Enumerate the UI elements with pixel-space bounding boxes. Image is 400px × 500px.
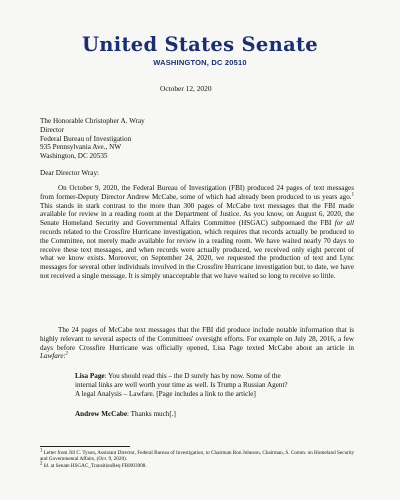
footnote-divider bbox=[40, 446, 130, 447]
paragraph-1-text-c: records related to the Crossfire Hurricane investigation, which requires that records actually be produced to the Committee, not merely made available for review in a reading room. We have waited nearly 70 days to receive these text messages, and when records were actually produced, we received only eight percent of what we know exists. Moreover, on September 24, 2020, we requested the production of text and Lync messages for several other individuals involved in the Crossfire Hurricane investigation but, to date, we have not received a single message. It is simply unacceptable that we have waited so long to receive so little. bbox=[40, 227, 354, 280]
recipient-agency: Federal Bureau of Investigation bbox=[40, 134, 132, 143]
recipient-name: The Honorable Christopher A. Wray bbox=[40, 117, 145, 125]
paragraph-2-emphasis: Lawfare bbox=[40, 352, 64, 361]
quote-2-speaker: Andrew McCabe bbox=[75, 410, 128, 418]
footnote-1 bbox=[40, 450, 360, 463]
paragraph-2 bbox=[40, 326, 354, 361]
footnote-ref-1: 1 bbox=[351, 192, 354, 198]
paragraph-2-text-a: The 24 pages of McCabe text messages that the FBI did produce include notable information that is highly relevant to several aspects of the Committees' oversight efforts. For example on July 28, 2016, a few days before Crossfire Hurricane was officially opened, Lisa Page texted McCabe about an article in bbox=[40, 326, 354, 352]
footnote-2-id: Id. bbox=[43, 463, 50, 469]
quote-andrew-mccabe bbox=[75, 410, 290, 419]
recipient-city: Washington, DC 20535 bbox=[40, 152, 108, 161]
paragraph-1-text-b: This stands in stark contrast to the more than 300 pages of McCabe text messages that the FBI made available for review in a reading room at the Department of Justice. As you know, on August 6, 2020, the Senate Homeland Security and Governmental Affairs Committee (HSGAC) subpoenaed the FBI bbox=[40, 201, 354, 228]
senate-city: WASHINGTON, DC 20510 bbox=[153, 58, 247, 67]
quote-1-text: : You should read this – the D surely has by now. Some of the internal links are well worth your time as well. Is Trump a Russian Agent? A legal Analysis – Lawfare. [Page includes a link to the article] bbox=[75, 372, 288, 398]
footnote-1-text: Letter from Jill C. Tyson, Assistant Director, Federal Bureau of Investigation, to Chairman Ron Johnson, Chairman, S. Comm. on Homeland Security and Governmental Affairs, (Oct. 9, 2020). bbox=[40, 450, 355, 463]
footnote-1-number: 1 bbox=[40, 448, 43, 454]
paragraph-1 bbox=[40, 184, 354, 281]
recipient-address bbox=[40, 117, 145, 161]
paragraph-1-text-a: On October 9, 2020, the Federal Bureau of Investigation (FBI) produced 24 pages of text messages from former-Deputy Director Andrew McCabe, some of which had already been produced to us years ago. bbox=[40, 184, 354, 201]
recipient-title: Director bbox=[40, 125, 64, 134]
recipient-street: 935 Pennsylvania Ave., NW bbox=[40, 143, 122, 152]
footnote-ref-2: 2 bbox=[65, 352, 68, 358]
quote-2-text: : Thanks much[.] bbox=[127, 410, 176, 418]
letter-date: October 12, 2020 bbox=[160, 84, 212, 93]
footnote-2-number: 2 bbox=[40, 461, 43, 467]
footnote-2-text: at Senate HSGAC_TransitionReq FBI003908. bbox=[49, 463, 147, 469]
senate-title: United States Senate bbox=[81, 33, 319, 56]
quote-1-speaker: Lisa Page bbox=[75, 372, 105, 380]
paragraph-2-text-b: : bbox=[63, 352, 66, 361]
letterhead bbox=[0, 33, 400, 67]
paragraph-1-emphasis: for all bbox=[334, 219, 354, 228]
salutation: Dear Director Wray: bbox=[40, 169, 100, 177]
footnote-2 bbox=[40, 463, 360, 469]
quote-lisa-page bbox=[75, 372, 290, 398]
